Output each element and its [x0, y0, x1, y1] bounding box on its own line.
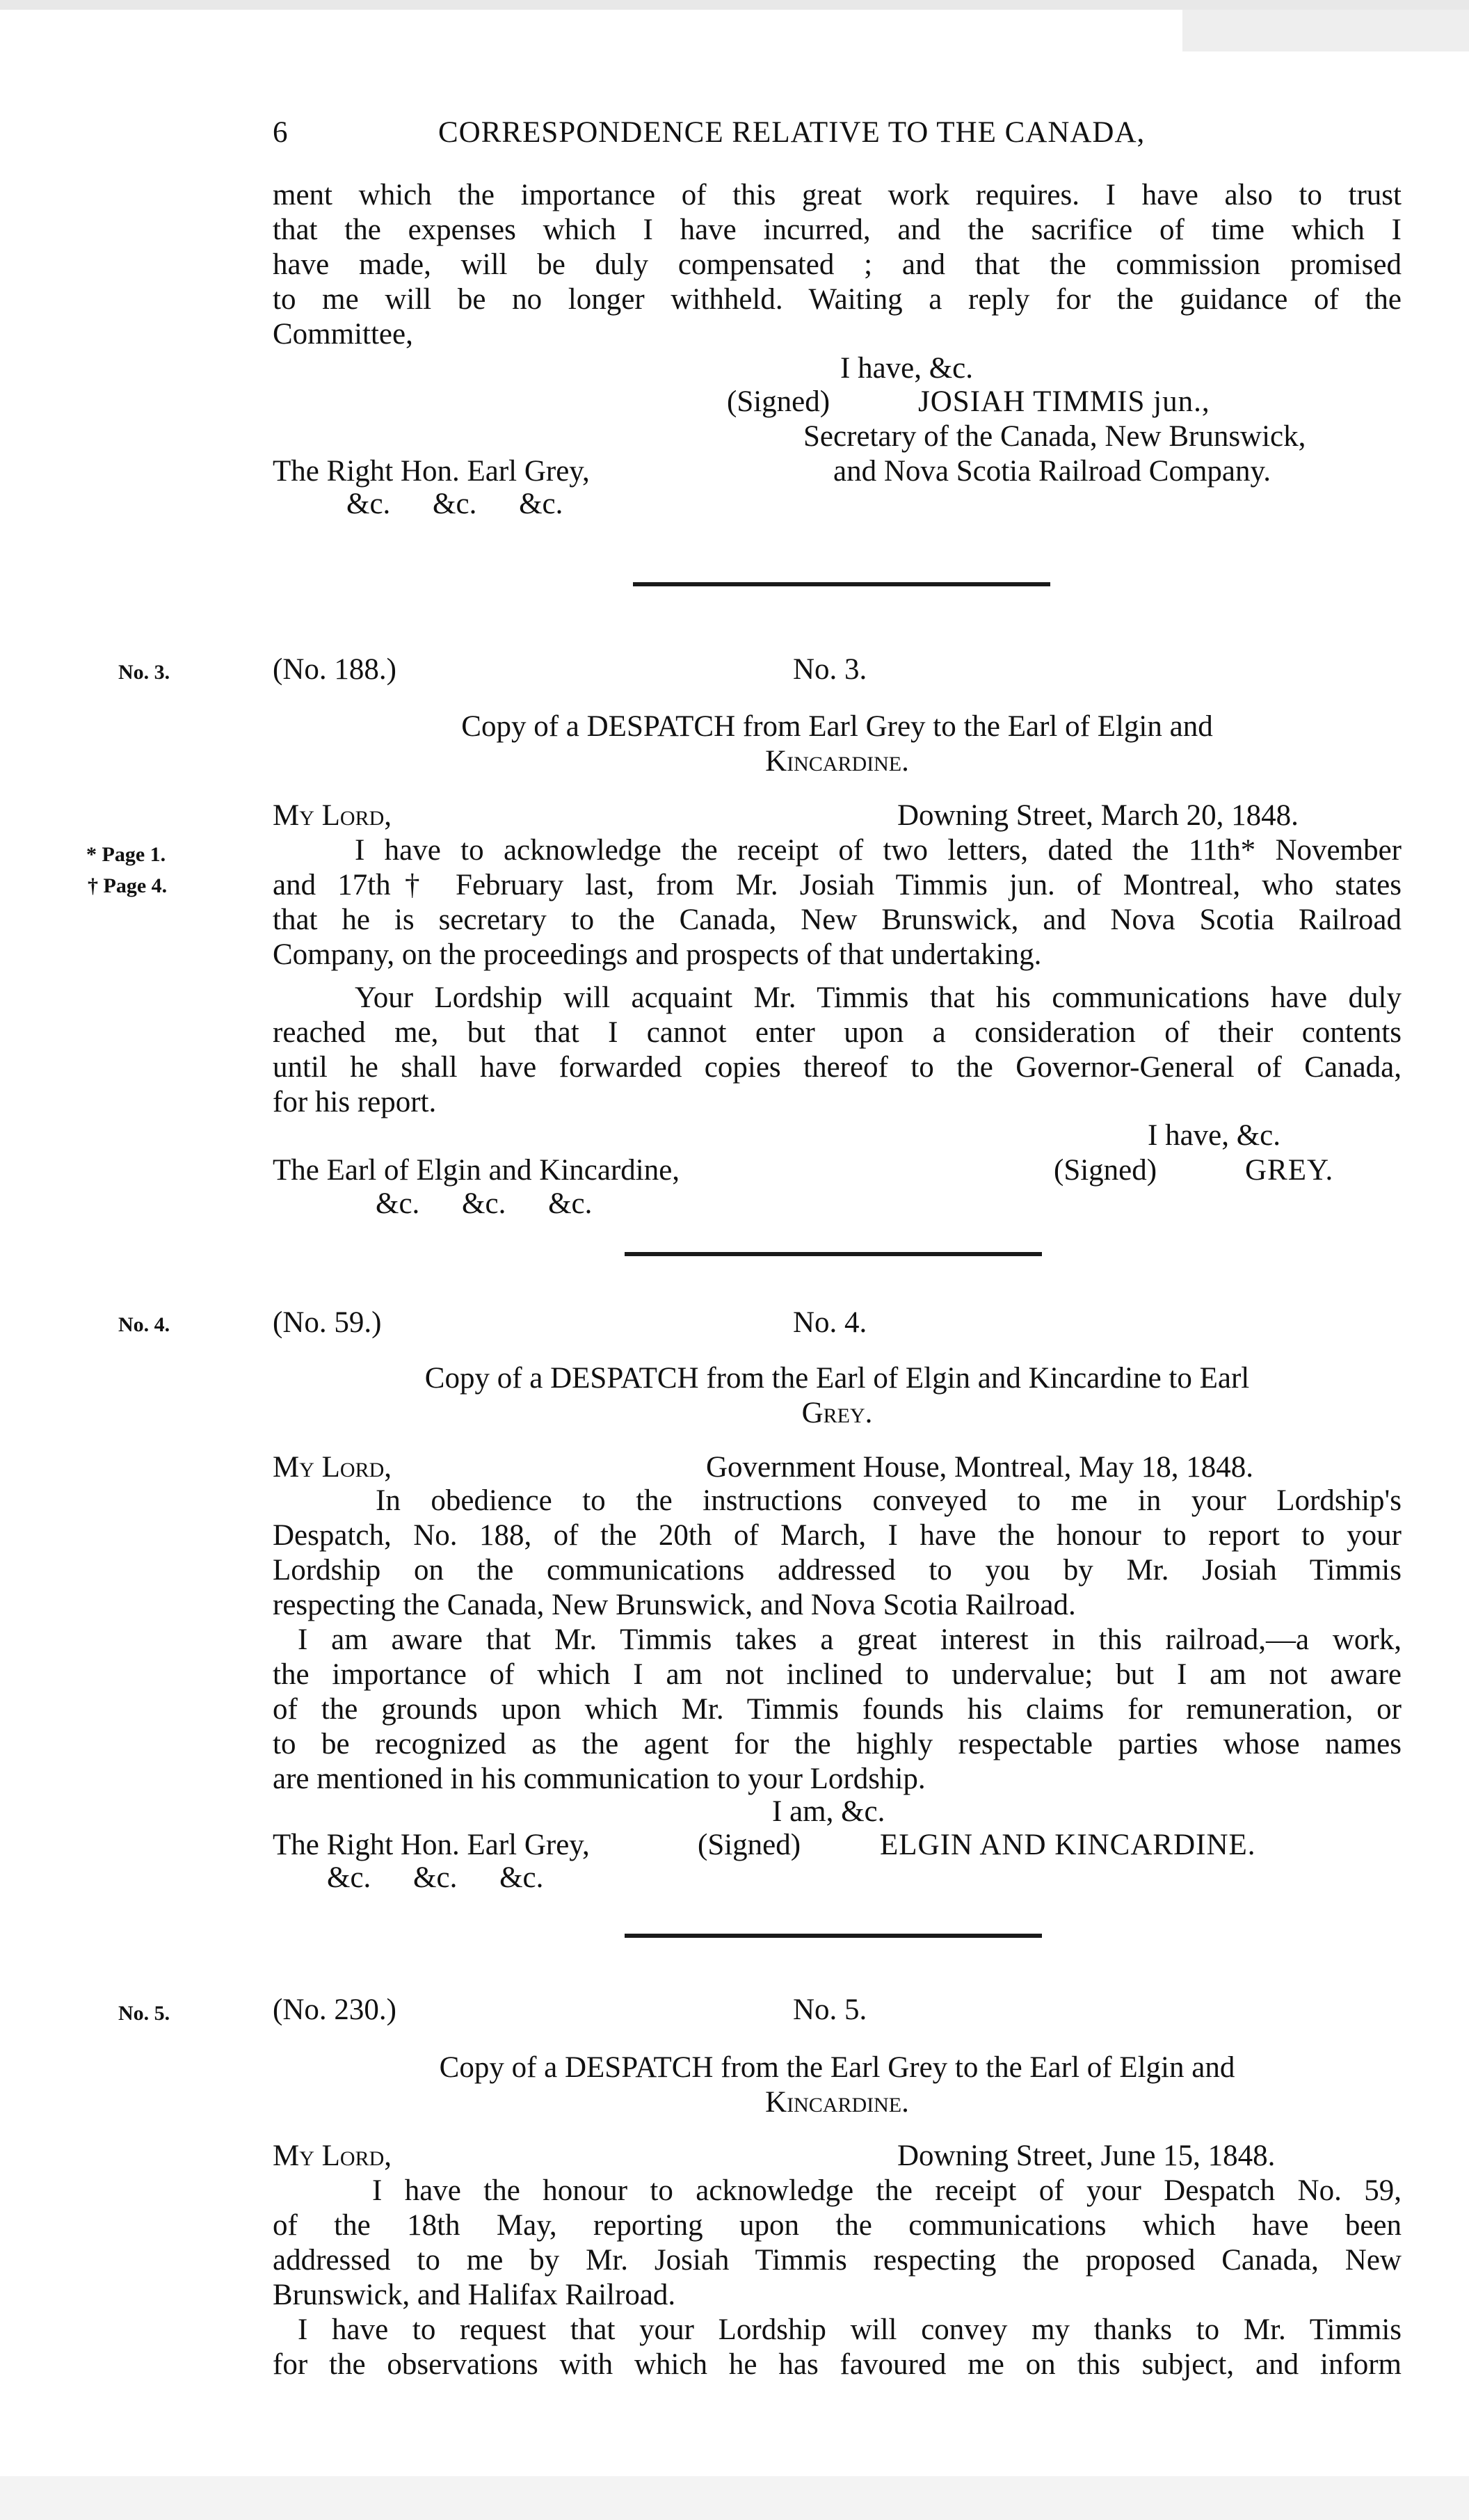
body-line: Your Lordship will acquaint Mr. Timmis that his communications have duly [355, 981, 1402, 1014]
document-number: No. 4. [793, 1306, 867, 1339]
body-line: In obedience to the instructions conveyed to me in your Lordship's [376, 1484, 1402, 1517]
signed-label: (Signed) [727, 385, 830, 418]
despatch-title: Copy of a DESPATCH from the Earl Grey to the Earl of Elgin and [439, 2051, 1235, 2084]
body-line: the importance of which I am not inclined to undervalue; but I am not aware [273, 1658, 1402, 1691]
body-line: have made, will be duly compensated ; and that the commission promised [273, 248, 1402, 281]
margin-label: No. 4. [118, 1313, 170, 1336]
body-line: reached me, but that I cannot enter upon a consideration of their contents [273, 1016, 1402, 1049]
salutation: My Lord, [273, 1451, 392, 1484]
body-line: to be recognized as the agent for the highly respectable parties whose names [273, 1728, 1402, 1760]
body-line-last: are mentioned in his communication to your Lordship. [273, 1763, 926, 1795]
signer-title: Secretary of the Canada, New Brunswick, [803, 420, 1306, 453]
document-number: No. 5. [793, 1993, 867, 2026]
signed-label: (Signed) [698, 1829, 801, 1861]
margin-label: No. 5. [118, 2002, 170, 2025]
body-line: for the observations with which he has favoured me on this subject, and inform [273, 2348, 1402, 2381]
body-line-last: Company, on the proceedings and prospects of that undertaking. [273, 938, 1042, 971]
margin-label: No. 3. [118, 661, 170, 684]
signer-name: JOSIAH TIMMIS jun., [918, 385, 1210, 418]
place-date: Downing Street, March 20, 1848. [897, 799, 1299, 832]
body-line: I have to acknowledge the receipt of two letters, dated the 11th* November [355, 834, 1402, 867]
etc-line: &c. &c. &c. [327, 1861, 544, 1894]
place-date: Government House, Montreal, May 18, 1848. [706, 1451, 1253, 1484]
signer-name: GREY. [1245, 1154, 1334, 1187]
body-line: Lordship on the communications addressed to you by Mr. Josiah Timmis [273, 1554, 1402, 1587]
body-line-last: Brunswick, and Halifax Railroad. [273, 2279, 676, 2311]
despatch-title-cont: Grey. [801, 1397, 873, 1429]
etc-line: &c. &c. &c. [346, 488, 563, 520]
addressee: The Right Hon. Earl Grey, [273, 1829, 590, 1861]
signer-name: ELGIN AND KINCARDINE. [880, 1829, 1256, 1861]
body-line: that he is secretary to the Canada, New Brunswick, and Nova Scotia Railroad [273, 904, 1402, 936]
body-line: until he shall have forwarded copies thereof to the Governor-General of Canada, [273, 1051, 1402, 1084]
addressee: The Earl of Elgin and Kincardine, [273, 1154, 680, 1187]
closing: I have, &c. [840, 352, 974, 385]
despatch-number: (No. 59.) [273, 1306, 382, 1339]
body-line: that the expenses which I have incurred, and the sacrifice of time which I [273, 214, 1402, 246]
body-line: Despatch, No. 188, of the 20th of March, I have the honour to report to your [273, 1519, 1402, 1552]
body-line-last: respecting the Canada, New Brunswick, and Nova Scotia Railroad. [273, 1589, 1076, 1621]
despatch-title-cont: Kincardine. [765, 745, 909, 778]
document-number: No. 3. [793, 653, 867, 686]
body-line: I have the honour to acknowledge the receipt of your Despatch No. 59, [372, 2174, 1402, 2207]
signer-title: and Nova Scotia Railroad Company. [833, 455, 1271, 488]
section-divider [625, 1934, 1042, 1938]
scan-edge-top [0, 0, 1469, 10]
page-number: 6 [273, 116, 288, 149]
body-line: addressed to me by Mr. Josiah Timmis respecting the proposed Canada, New [273, 2244, 1402, 2277]
despatch-title: Copy of a DESPATCH from the Earl of Elgin and Kincardine to Earl [424, 1362, 1250, 1395]
body-line: ment which the importance of this great work requires. I have also to trust [273, 179, 1402, 211]
body-line: and 17th† February last, from Mr. Josiah Timmis jun. of Montreal, who states [273, 869, 1402, 901]
body-line-last: for his report. [273, 1086, 437, 1118]
scan-edge-bottom [0, 2476, 1469, 2520]
etc-line: &c. &c. &c. [376, 1187, 593, 1220]
despatch-number: (No. 230.) [273, 1993, 396, 2026]
margin-note: † Page 4. [88, 874, 168, 897]
body-line: of the 18th May, reporting upon the communications which have been [273, 2209, 1402, 2242]
running-title: CORRESPONDENCE RELATIVE TO THE CANADA, [438, 116, 1146, 149]
salutation: My Lord, [273, 2140, 392, 2172]
margin-note: * Page 1. [86, 843, 166, 866]
despatch-title-cont: Kincardine. [765, 2086, 909, 2119]
section-divider [625, 1252, 1042, 1256]
closing: I have, &c. [1148, 1119, 1281, 1152]
place-date: Downing Street, June 15, 1848. [897, 2140, 1276, 2172]
body-line: I am aware that Mr. Timmis takes a great interest in this railroad,—a work, [298, 1623, 1402, 1656]
body-line: to me will be no longer withheld. Waiting a reply for the guidance of the [273, 283, 1402, 316]
closing: I am, &c. [772, 1795, 885, 1828]
body-line: of the grounds upon which Mr. Timmis founds his claims for remuneration, or [273, 1693, 1402, 1726]
scan-noise-top-right [1182, 10, 1469, 51]
body-line-last: Committee, [273, 318, 413, 351]
addressee: The Right Hon. Earl Grey, [273, 455, 590, 488]
despatch-title: Copy of a DESPATCH from Earl Grey to the Earl of Elgin and [461, 710, 1213, 743]
section-divider [633, 582, 1050, 586]
signed-label: (Signed) [1054, 1154, 1157, 1187]
salutation: My Lord, [273, 799, 392, 832]
despatch-number: (No. 188.) [273, 653, 396, 686]
body-line: I have to request that your Lordship will convey my thanks to Mr. Timmis [298, 2313, 1402, 2346]
